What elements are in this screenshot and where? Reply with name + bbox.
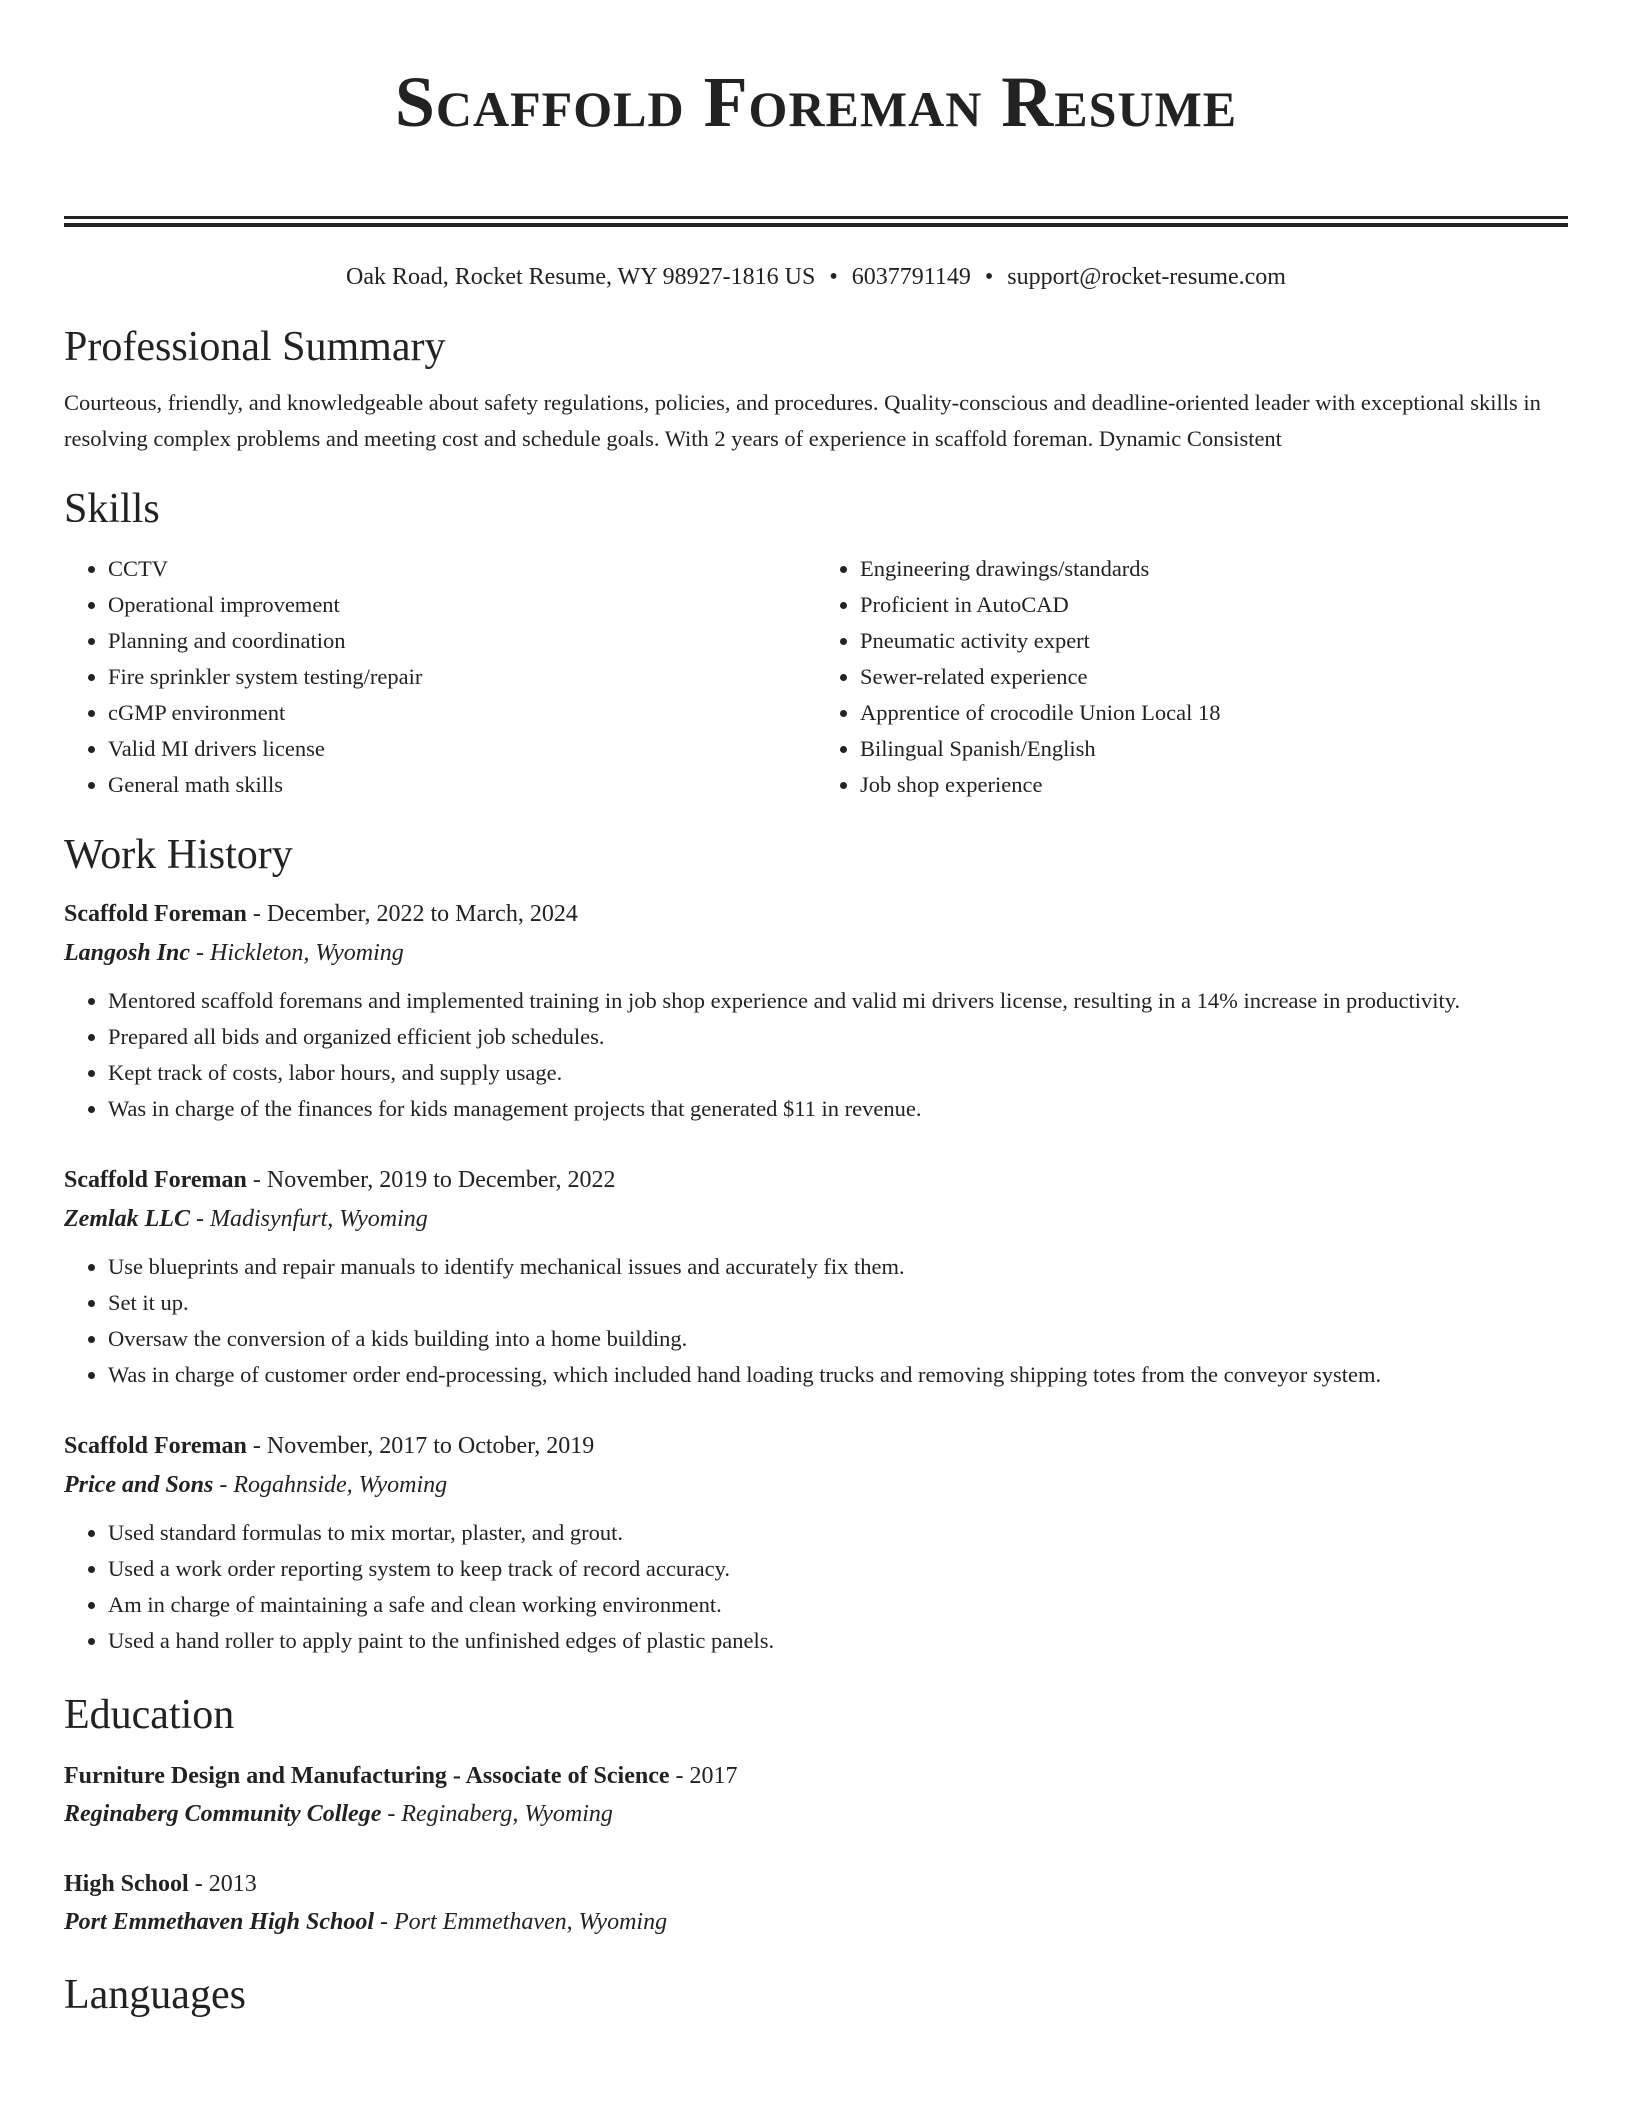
education-institution xyxy=(64,1903,1568,1941)
job-employer xyxy=(64,933,1568,973)
job-bullet: • Set it up. xyxy=(108,1285,1568,1321)
job-header xyxy=(64,1427,1568,1465)
education-entry xyxy=(64,1757,1568,1833)
skill-item: • Sewer-related experience xyxy=(860,659,1568,695)
skill-item: • Pneumatic activity expert xyxy=(860,623,1568,659)
job-header xyxy=(64,1161,1568,1199)
contact-email: support@rocket-resume.com xyxy=(1007,264,1286,290)
job-role: Scaffold Foreman xyxy=(64,1433,247,1459)
job-bullet: • Use blueprints and repair manuals to identify mechanical issues and accurately fix them. xyxy=(108,1249,1568,1285)
skills-column-left xyxy=(64,551,816,803)
job-bullet: • Kept track of costs, labor hours, and supply usage. xyxy=(108,1055,1568,1091)
job-bullet: • Used a work order reporting system to keep track of record accuracy. xyxy=(108,1551,1568,1587)
job-dates: - December, 2022 to March, 2024 xyxy=(246,901,578,927)
job-dates: - November, 2017 to October, 2019 xyxy=(246,1433,595,1459)
job-location: - Madisynfurt, Wyoming xyxy=(189,1206,428,1232)
education-degree: High School xyxy=(64,1871,189,1897)
job-entry xyxy=(64,1427,1568,1659)
education-header xyxy=(64,1757,1568,1795)
job-dates: - November, 2019 to December, 2022 xyxy=(246,1167,616,1193)
education-location: - Port Emmethaven, Wyoming xyxy=(374,1909,668,1935)
education-section xyxy=(64,1687,1568,1941)
resume-title: Scaffold Foreman Resume xyxy=(394,62,1238,142)
skill-item: • General math skills xyxy=(108,767,816,803)
job-bullet: • Was in charge of the finances for kids management projects that generated $11 in revenue. xyxy=(108,1091,1568,1127)
skills-grid xyxy=(64,551,1568,803)
contact-phone: 6037791149 xyxy=(851,264,971,290)
job-entry xyxy=(64,1161,1568,1393)
education-header xyxy=(64,1865,1568,1903)
skills-column-right xyxy=(816,551,1568,803)
skill-item: • Planning and coordination xyxy=(108,623,816,659)
job-employer xyxy=(64,1199,1568,1239)
section-heading-skills: Skills xyxy=(64,486,160,532)
job-bullet: • Used a hand roller to apply paint to the unfinished edges of plastic panels. xyxy=(108,1623,1568,1659)
job-bullet: • Mentored scaffold foremans and implemented training in job shop experience and valid mi drivers license, resulting in a 14% increase in productivity. xyxy=(108,983,1568,1019)
job-company: Zemlak LLC xyxy=(64,1206,190,1232)
education-location: - Reginaberg, Wyoming xyxy=(381,1801,613,1827)
section-heading-work-history: Work History xyxy=(64,832,293,878)
skill-item: • Engineering drawings/standards xyxy=(860,551,1568,587)
education-school: Port Emmethaven High School xyxy=(64,1909,375,1935)
education-school: Reginaberg Community College xyxy=(64,1801,382,1827)
education-degree: Furniture Design and Manufacturing - Associate of Science xyxy=(64,1763,670,1789)
title-double-rule xyxy=(64,216,1568,227)
job-bullet: • Used standard formulas to mix mortar, plaster, and grout. xyxy=(108,1515,1568,1551)
job-location: - Hickleton, Wyoming xyxy=(190,940,404,966)
job-company: Price and Sons xyxy=(64,1472,214,1498)
work-history-section xyxy=(64,827,1568,1659)
skills-section xyxy=(64,481,1568,803)
job-bullets xyxy=(64,1249,1568,1393)
education-year: - 2013 xyxy=(188,1871,257,1897)
contact-address: Oak Road, Rocket Resume, WY 98927-1816 US xyxy=(346,264,816,290)
education-entry xyxy=(64,1865,1568,1941)
job-bullets xyxy=(64,1515,1568,1659)
skill-item: • Fire sprinkler system testing/repair xyxy=(108,659,816,695)
contact-line xyxy=(64,261,1568,293)
job-bullet: • Oversaw the conversion of a kids building into a home building. xyxy=(108,1321,1568,1357)
job-bullet: • Prepared all bids and organized efficient job schedules. xyxy=(108,1019,1568,1055)
summary-text: Courteous, friendly, and knowledgeable about safety regulations, policies, and procedures. Quality-conscious and deadline-oriented leader with exceptional skills in resolving complex problems and meeting cost and schedule goals. With 2 years of experience in scaffold foreman. Dynamic Consistent xyxy=(64,390,1541,451)
professional-summary-section xyxy=(64,319,1568,457)
education-year: - 2017 xyxy=(669,1763,738,1789)
skill-item: • Operational improvement xyxy=(108,587,816,623)
contact-separator: • xyxy=(829,264,838,290)
job-location: - Rogahnside, Wyoming xyxy=(213,1472,448,1498)
job-entry xyxy=(64,895,1568,1127)
skill-item: • Bilingual Spanish/English xyxy=(860,731,1568,767)
languages-section xyxy=(64,1967,1568,2023)
skill-item: • cGMP environment xyxy=(108,695,816,731)
skill-item: • CCTV xyxy=(108,551,816,587)
skill-item: • Job shop experience xyxy=(860,767,1568,803)
education-institution xyxy=(64,1795,1568,1833)
section-heading-languages: Languages xyxy=(64,1972,246,2018)
job-bullets xyxy=(64,983,1568,1127)
job-header xyxy=(64,895,1568,933)
section-heading-summary: Professional Summary xyxy=(64,324,446,370)
section-heading-education: Education xyxy=(64,1692,235,1738)
job-employer xyxy=(64,1465,1568,1505)
skill-item: • Valid MI drivers license xyxy=(108,731,816,767)
job-company: Langosh Inc xyxy=(64,940,191,966)
contact-separator: • xyxy=(984,264,994,290)
job-role: Scaffold Foreman xyxy=(64,1167,247,1193)
job-bullet: • Was in charge of customer order end-processing, which included hand loading trucks and removing shipping totes from the conveyor system. xyxy=(108,1357,1568,1393)
skill-item: • Apprentice of crocodile Union Local 18 xyxy=(860,695,1568,731)
job-bullet: • Am in charge of maintaining a safe and clean working environment. xyxy=(108,1587,1568,1623)
skill-item: • Proficient in AutoCAD xyxy=(860,587,1568,623)
job-role: Scaffold Foreman xyxy=(64,901,247,927)
